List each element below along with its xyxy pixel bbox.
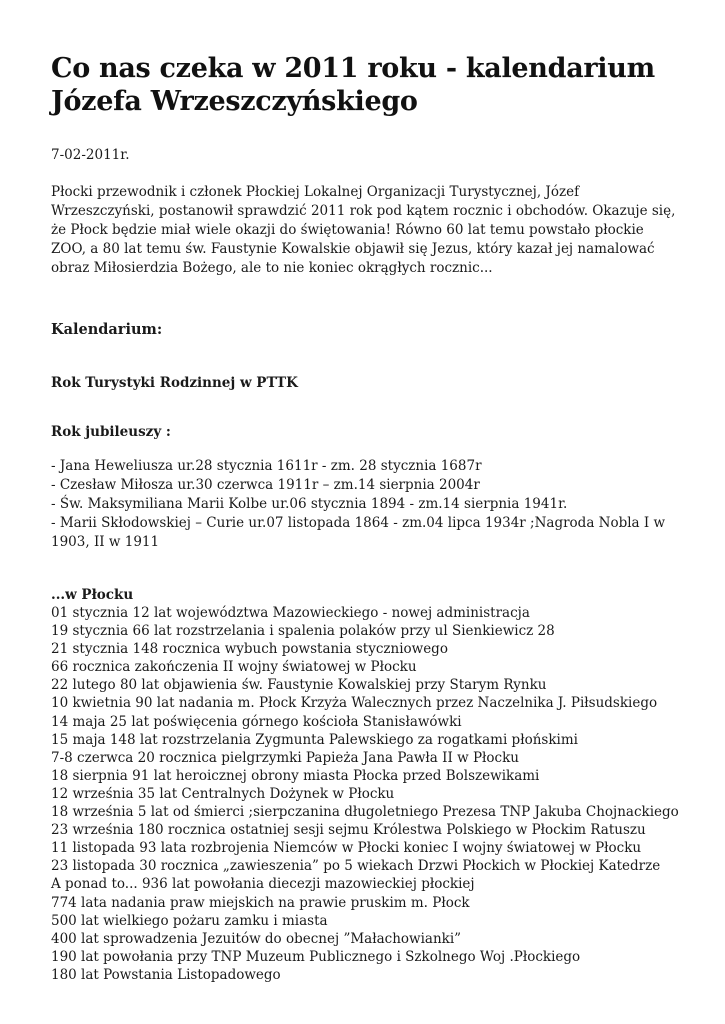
article-title: Co nas czeka w 2011 roku - kalendarium Józefa Wrzeszczyńskiego bbox=[51, 53, 655, 117]
list-item: 12 września 35 lat Centralnych Dożynek w Płocku bbox=[51, 785, 395, 802]
heading-w-plocku: ...w Płocku bbox=[51, 587, 134, 603]
list-item: 774 lata nadania praw miejskich na prawie pruskim m. Płock bbox=[51, 894, 470, 911]
article bbox=[51, 52, 679, 984]
heading-kalendarium: Kalendarium: bbox=[51, 321, 163, 338]
list-item: 11 listopada 93 lata rozbrojenia Niemców w Płocki koniec I wojny światowej w Płocku bbox=[51, 840, 642, 857]
list-item: 400 lat sprowadzenia Jezuitów do obecnej ”Małachowianki” bbox=[51, 930, 462, 947]
list-item: A ponad to... 936 lat powołania diecezji mazowieckiej płockiej bbox=[51, 876, 475, 893]
list-item: - Marii Skłodowskiej – Curie ur.07 listopada 1864 - zm.04 lipca 1934r ;Nagroda Nobla I w 1903, II w 1911 bbox=[51, 515, 666, 550]
jubilee-list bbox=[51, 457, 676, 552]
plock-anniversary-list bbox=[51, 604, 679, 984]
list-item: 18 sierpnia 91 lat heroicznej obrony miasta Płocka przed Bolszewikami bbox=[51, 767, 540, 784]
article-intro: Płocki przewodnik i członek Płockiej Lokalnej Organizacji Turystycznej, Józef Wrzeszczyński, postanowił sprawdzić 2011 rok pod kątem rocznic i obchodów. Okazuje się, że Płock będzie miał wiele okazji do świętowania! Równo 60 lat temu powstało płockie ZOO, a 80 lat temu św. Faustynie Kowalskie objawił się Jezus, który kazał jej namalować obraz Miłosierdzia Bożego, ale to nie koniec okrągłych rocznic... bbox=[51, 184, 676, 276]
list-item: 190 lat powołania przy TNP Muzeum Publicznego i Szkolnego Woj .Płockiego bbox=[51, 948, 581, 965]
list-item: 66 rocznica zakończenia II wojny światowej w Płocku bbox=[51, 659, 417, 676]
list-item: - Jana Heweliusza ur.28 stycznia 1611r - zm. 28 stycznia 1687r bbox=[51, 458, 482, 474]
article-date: 7-02-2011r. bbox=[51, 147, 130, 163]
heading-rok-jubileuszy: Rok jubileuszy : bbox=[51, 424, 171, 440]
heading-rok-turystyki: Rok Turystyki Rodzinnej w PTTK bbox=[51, 375, 298, 391]
list-item: - Czesław Miłosza ur.30 czerwca 1911r – zm.14 sierpnia 2004r bbox=[51, 477, 480, 493]
list-item: - Św. Maksymiliana Marii Kolbe ur.06 stycznia 1894 - zm.14 sierpnia 1941r. bbox=[51, 496, 568, 512]
list-item: 23 września 180 rocznica ostatniej sesji sejmu Królestwa Polskiego w Płockim Ratuszu bbox=[51, 822, 646, 839]
list-item: 19 stycznia 66 lat rozstrzelania i spalenia polaków przy ul Sienkiewicz 28 bbox=[51, 623, 555, 640]
list-item: 18 września 5 lat od śmierci ;sierpczanina długoletniego Prezesa TNP Jakuba Chojnackiego bbox=[51, 804, 679, 821]
list-item: 500 lat wielkiego pożaru zamku i miasta bbox=[51, 912, 328, 929]
list-item: 180 lat Powstania Listopadowego bbox=[51, 966, 281, 983]
list-item: 21 stycznia 148 rocznica wybuch powstania styczniowego bbox=[51, 641, 448, 658]
list-item: 22 lutego 80 lat objawienia św. Faustynie Kowalskiej przy Starym Rynku bbox=[51, 677, 547, 694]
list-item: 15 maja 148 lat rozstrzelania Zygmunta Palewskiego za rogatkami płońskimi bbox=[51, 731, 578, 748]
list-item: 10 kwietnia 90 lat nadania m. Płock Krzyża Walecznych przez Naczelnika J. Piłsudskiego bbox=[51, 695, 658, 712]
list-item: 01 stycznia 12 lat województwa Mazowieckiego - nowej administracja bbox=[51, 605, 530, 621]
list-item: 7-8 czerwca 20 rocznica pielgrzymki Papieża Jana Pawła II w Płocku bbox=[51, 749, 519, 766]
list-item: 23 listopada 30 rocznica „zawieszenia” po 5 wiekach Drzwi Płockich w Płockiej Katedrze bbox=[51, 858, 661, 875]
list-item: 14 maja 25 lat poświęcenia górnego kościoła Stanisławówki bbox=[51, 713, 462, 730]
